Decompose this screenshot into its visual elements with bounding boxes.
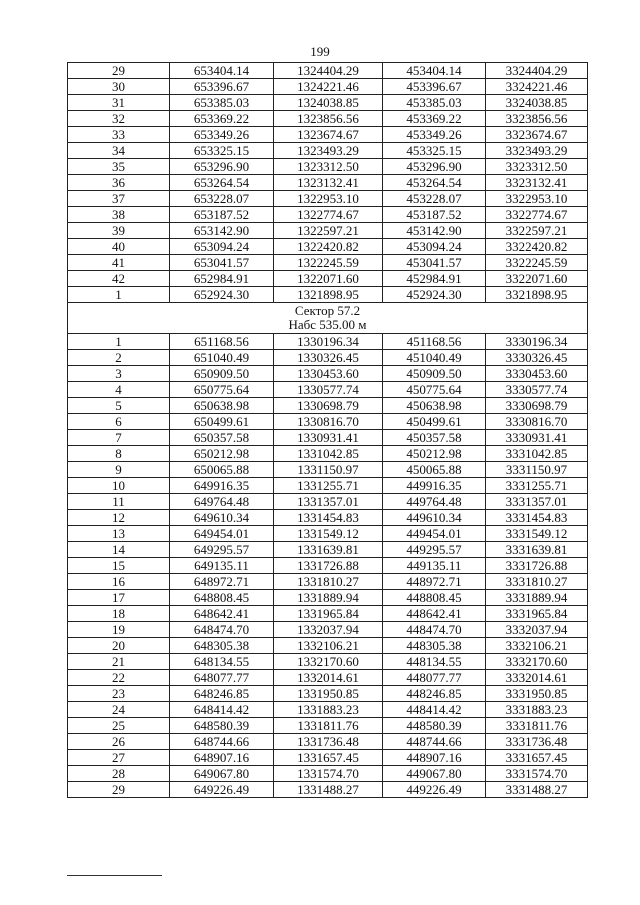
coordinate-cell: 3330698.79 (486, 398, 588, 414)
coordinate-cell: 650638.98 (170, 398, 274, 414)
coordinate-cell: 653264.54 (170, 175, 274, 191)
coordinate-cell: 1330698.79 (274, 398, 383, 414)
coordinate-cell: 449916.35 (383, 478, 486, 494)
coordinate-cell: 1330577.74 (274, 382, 383, 398)
table-row (68, 95, 588, 111)
coordinate-cell: 653094.24 (170, 239, 274, 255)
point-number-cell: 38 (68, 207, 170, 223)
point-number-cell: 13 (68, 526, 170, 542)
page-number: 199 (310, 44, 330, 59)
coordinate-cell: 649067.80 (170, 766, 274, 782)
point-number-cell: 37 (68, 191, 170, 207)
coordinate-cell: 448246.85 (383, 686, 486, 702)
coordinate-cell: 3322774.67 (486, 207, 588, 223)
coordinate-cell: 650357.58 (170, 430, 274, 446)
table-row (68, 271, 588, 287)
coordinate-cell: 3330931.41 (486, 430, 588, 446)
coordinate-cell: 648134.55 (170, 654, 274, 670)
coordinate-cell: 3330196.34 (486, 334, 588, 350)
coordinate-cell: 1324404.29 (274, 63, 383, 79)
coordinate-cell: 3322597.21 (486, 223, 588, 239)
table-row (68, 239, 588, 255)
table-row (68, 654, 588, 670)
coordinate-cell: 1332170.60 (274, 654, 383, 670)
coordinate-cell: 1324038.85 (274, 95, 383, 111)
table-row (68, 255, 588, 271)
table-row (68, 191, 588, 207)
point-number-cell: 32 (68, 111, 170, 127)
point-number-cell: 39 (68, 223, 170, 239)
point-number-cell: 40 (68, 239, 170, 255)
table-row (68, 127, 588, 143)
coordinate-cell: 3332037.94 (486, 622, 588, 638)
point-number-cell: 18 (68, 606, 170, 622)
coordinate-cell: 1331357.01 (274, 494, 383, 510)
coordinate-cell: 1323674.67 (274, 127, 383, 143)
coordinate-cell: 651040.49 (170, 350, 274, 366)
coordinate-cell: 3330453.60 (486, 366, 588, 382)
coordinate-cell: 653041.57 (170, 255, 274, 271)
point-number-cell: 1 (68, 287, 170, 303)
coordinate-cell: 653369.22 (170, 111, 274, 127)
footnote-separator (67, 875, 162, 876)
table-row (68, 398, 588, 414)
table-row (68, 718, 588, 734)
coordinate-cell: 648808.45 (170, 590, 274, 606)
coordinate-cell: 1330326.45 (274, 350, 383, 366)
coordinate-cell: 1323312.50 (274, 159, 383, 175)
point-number-cell: 12 (68, 510, 170, 526)
point-number-cell: 33 (68, 127, 170, 143)
coordinate-cell: 3331488.27 (486, 782, 588, 798)
table-row (68, 510, 588, 526)
coordinate-cell: 3323132.41 (486, 175, 588, 191)
coordinate-cell: 448907.16 (383, 750, 486, 766)
coordinate-cell: 450212.98 (383, 446, 486, 462)
coordinate-cell: 1322953.10 (274, 191, 383, 207)
table-row (68, 175, 588, 191)
coordinate-cell: 3323856.56 (486, 111, 588, 127)
coordinate-cell: 448972.71 (383, 574, 486, 590)
coordinate-cell: 653396.67 (170, 79, 274, 95)
point-number-cell: 30 (68, 79, 170, 95)
table-row (68, 574, 588, 590)
coordinate-cell: 3331950.85 (486, 686, 588, 702)
table-row (68, 606, 588, 622)
point-number-cell: 35 (68, 159, 170, 175)
coordinate-cell: 1331950.85 (274, 686, 383, 702)
table-row (68, 63, 588, 79)
table-row (68, 143, 588, 159)
coordinate-cell: 3324038.85 (486, 95, 588, 111)
point-number-cell: 21 (68, 654, 170, 670)
table-row (68, 446, 588, 462)
point-number-cell: 10 (68, 478, 170, 494)
coordinate-cell: 450499.61 (383, 414, 486, 430)
table-row (68, 462, 588, 478)
coordinate-cell: 448077.77 (383, 670, 486, 686)
table-row (68, 79, 588, 95)
table-row (68, 590, 588, 606)
coordinate-cell: 3323674.67 (486, 127, 588, 143)
coordinate-cell: 1331883.23 (274, 702, 383, 718)
point-number-cell: 24 (68, 702, 170, 718)
table-row (68, 686, 588, 702)
coordinate-cell: 1331454.83 (274, 510, 383, 526)
coordinate-cell: 648414.42 (170, 702, 274, 718)
coordinate-cell: 1323493.29 (274, 143, 383, 159)
coordinate-cell: 1331726.88 (274, 558, 383, 574)
coordinate-cell: 3324404.29 (486, 63, 588, 79)
coordinate-cell: 1322420.82 (274, 239, 383, 255)
coordinate-cell: 453296.90 (383, 159, 486, 175)
table-row (68, 207, 588, 223)
coordinate-cell: 3331810.27 (486, 574, 588, 590)
table-row (68, 350, 588, 366)
table-row (68, 430, 588, 446)
point-number-cell: 6 (68, 414, 170, 430)
coordinate-cell: 648246.85 (170, 686, 274, 702)
coordinate-cell: 449454.01 (383, 526, 486, 542)
table-row (68, 542, 588, 558)
point-number-cell: 4 (68, 382, 170, 398)
point-number-cell: 20 (68, 638, 170, 654)
coordinate-cell: 453187.52 (383, 207, 486, 223)
table-row (68, 782, 588, 798)
coordinate-cell: 452984.91 (383, 271, 486, 287)
coordinate-cell: 453264.54 (383, 175, 486, 191)
coordinate-cell: 1330196.34 (274, 334, 383, 350)
coordinate-cell: 3331549.12 (486, 526, 588, 542)
coordinate-cell: 450909.50 (383, 366, 486, 382)
point-number-cell: 16 (68, 574, 170, 590)
coordinate-cell: 3331889.94 (486, 590, 588, 606)
coordinate-cell: 448580.39 (383, 718, 486, 734)
point-number-cell: 26 (68, 734, 170, 750)
coordinate-cell: 650212.98 (170, 446, 274, 462)
point-number-cell: 31 (68, 95, 170, 111)
point-number-cell: 41 (68, 255, 170, 271)
coordinate-cell: 448134.55 (383, 654, 486, 670)
table-row (68, 382, 588, 398)
coordinate-cell: 1331255.71 (274, 478, 383, 494)
coordinate-cell: 649295.57 (170, 542, 274, 558)
coordinate-cell: 1330931.41 (274, 430, 383, 446)
coordinate-cell: 1332037.94 (274, 622, 383, 638)
coordinate-cell: 1332014.61 (274, 670, 383, 686)
coordinate-cell: 653296.90 (170, 159, 274, 175)
coordinate-cell: 1322071.60 (274, 271, 383, 287)
coordinate-cell: 653142.90 (170, 223, 274, 239)
coordinate-cell: 448642.41 (383, 606, 486, 622)
table-row (68, 494, 588, 510)
coordinate-cell: 453041.57 (383, 255, 486, 271)
point-number-cell: 28 (68, 766, 170, 782)
coordinate-cell: 648972.71 (170, 574, 274, 590)
point-number-cell: 27 (68, 750, 170, 766)
coordinates-table (67, 62, 588, 798)
coordinate-cell: 3322071.60 (486, 271, 588, 287)
coordinate-cell: 653385.03 (170, 95, 274, 111)
coordinate-cell: 448414.42 (383, 702, 486, 718)
coordinate-cell: 648474.70 (170, 622, 274, 638)
coordinate-cell: 1321898.95 (274, 287, 383, 303)
coordinate-cell: 652984.91 (170, 271, 274, 287)
point-number-cell: 34 (68, 143, 170, 159)
coordinate-cell: 3331811.76 (486, 718, 588, 734)
table-row (68, 766, 588, 782)
coordinate-cell: 453325.15 (383, 143, 486, 159)
coordinate-cell: 1324221.46 (274, 79, 383, 95)
coordinate-cell: 1331549.12 (274, 526, 383, 542)
sector-header (68, 303, 588, 334)
table-row (68, 159, 588, 175)
coordinate-cell: 448808.45 (383, 590, 486, 606)
coordinate-cell: 3331883.23 (486, 702, 588, 718)
coordinate-cell: 453094.24 (383, 239, 486, 255)
coordinate-cell: 653187.52 (170, 207, 274, 223)
coordinate-cell: 1330816.70 (274, 414, 383, 430)
point-number-cell: 11 (68, 494, 170, 510)
coordinate-cell: 451168.56 (383, 334, 486, 350)
coordinate-cell: 3323493.29 (486, 143, 588, 159)
coordinate-cell: 1332106.21 (274, 638, 383, 654)
coordinate-cell: 1322774.67 (274, 207, 383, 223)
coordinate-cell: 3331657.45 (486, 750, 588, 766)
table-row (68, 558, 588, 574)
coordinate-cell: 450357.58 (383, 430, 486, 446)
coordinate-cell: 3332106.21 (486, 638, 588, 654)
coordinate-cell: 648907.16 (170, 750, 274, 766)
coordinate-cell: 650499.61 (170, 414, 274, 430)
sector-header-cell (68, 303, 588, 334)
point-number-cell: 25 (68, 718, 170, 734)
table-row (68, 750, 588, 766)
coordinate-cell: 3323312.50 (486, 159, 588, 175)
table-body-before-sector (68, 63, 588, 303)
coordinate-cell: 448744.66 (383, 734, 486, 750)
coordinate-cell: 3331454.83 (486, 510, 588, 526)
coordinate-cell: 648744.66 (170, 734, 274, 750)
coordinate-cell: 3331726.88 (486, 558, 588, 574)
table-row (68, 287, 588, 303)
coordinate-cell: 448305.38 (383, 638, 486, 654)
coordinate-cell: 648305.38 (170, 638, 274, 654)
point-number-cell: 9 (68, 462, 170, 478)
sector-header-row (68, 303, 588, 334)
coordinate-cell: 449764.48 (383, 494, 486, 510)
coordinate-cell: 1331639.81 (274, 542, 383, 558)
coordinate-cell: 653325.15 (170, 143, 274, 159)
point-number-cell: 7 (68, 430, 170, 446)
coordinate-cell: 3332014.61 (486, 670, 588, 686)
table-body-after-sector (68, 334, 588, 798)
coordinate-cell: 650065.88 (170, 462, 274, 478)
coordinate-cell: 3331255.71 (486, 478, 588, 494)
coordinate-cell: 450065.88 (383, 462, 486, 478)
coordinate-cell: 3331639.81 (486, 542, 588, 558)
table-row (68, 414, 588, 430)
table-row (68, 702, 588, 718)
coordinate-cell: 3331357.01 (486, 494, 588, 510)
coordinate-cell: 651168.56 (170, 334, 274, 350)
coordinate-cell: 449610.34 (383, 510, 486, 526)
coordinate-cell: 449226.49 (383, 782, 486, 798)
coordinate-cell: 653228.07 (170, 191, 274, 207)
coordinate-cell: 650775.64 (170, 382, 274, 398)
coordinate-cell: 652924.30 (170, 287, 274, 303)
coordinate-cell: 450638.98 (383, 398, 486, 414)
coordinate-cell: 648580.39 (170, 718, 274, 734)
table-row (68, 478, 588, 494)
coordinate-cell: 453396.67 (383, 79, 486, 95)
coordinate-cell: 3331042.85 (486, 446, 588, 462)
point-number-cell: 42 (68, 271, 170, 287)
coordinate-cell: 648077.77 (170, 670, 274, 686)
sector-height: Набс 535.00 м (288, 317, 367, 332)
coordinate-cell: 453349.26 (383, 127, 486, 143)
table-row (68, 622, 588, 638)
coordinate-cell: 1331657.45 (274, 750, 383, 766)
point-number-cell: 2 (68, 350, 170, 366)
point-number-cell: 17 (68, 590, 170, 606)
table-row (68, 223, 588, 239)
point-number-cell: 15 (68, 558, 170, 574)
coordinate-cell: 1323856.56 (274, 111, 383, 127)
table-row (68, 526, 588, 542)
coordinate-cell: 3331574.70 (486, 766, 588, 782)
coordinate-cell: 1331810.27 (274, 574, 383, 590)
point-number-cell: 22 (68, 670, 170, 686)
coordinate-cell: 453142.90 (383, 223, 486, 239)
coordinate-cell: 1331574.70 (274, 766, 383, 782)
coordinate-cell: 649610.34 (170, 510, 274, 526)
coordinate-cell: 3324221.46 (486, 79, 588, 95)
point-number-cell: 14 (68, 542, 170, 558)
coordinate-cell: 3331736.48 (486, 734, 588, 750)
point-number-cell: 1 (68, 334, 170, 350)
coordinate-cell: 648642.41 (170, 606, 274, 622)
coordinate-cell: 448474.70 (383, 622, 486, 638)
coordinate-cell: 653404.14 (170, 63, 274, 79)
coordinate-cell: 449135.11 (383, 558, 486, 574)
coordinate-cell: 3322953.10 (486, 191, 588, 207)
point-number-cell: 36 (68, 175, 170, 191)
coordinate-cell: 649135.11 (170, 558, 274, 574)
point-number-cell: 29 (68, 782, 170, 798)
coordinate-cell: 653349.26 (170, 127, 274, 143)
sector-title: Сектор 57.2 (294, 303, 361, 318)
coordinate-cell: 451040.49 (383, 350, 486, 366)
coordinate-cell: 650909.50 (170, 366, 274, 382)
point-number-cell: 3 (68, 366, 170, 382)
point-number-cell: 8 (68, 446, 170, 462)
coordinate-cell: 1331042.85 (274, 446, 383, 462)
coordinate-cell: 1331811.76 (274, 718, 383, 734)
coordinate-cell: 1331736.48 (274, 734, 383, 750)
coordinate-cell: 3331965.84 (486, 606, 588, 622)
coordinate-cell: 452924.30 (383, 287, 486, 303)
point-number-cell: 19 (68, 622, 170, 638)
coordinate-cell: 3322420.82 (486, 239, 588, 255)
coordinate-cell: 3321898.95 (486, 287, 588, 303)
coordinate-cell: 453404.14 (383, 63, 486, 79)
coordinate-cell: 1331889.94 (274, 590, 383, 606)
coordinate-cell: 649454.01 (170, 526, 274, 542)
coordinate-cell: 3330577.74 (486, 382, 588, 398)
point-number-cell: 5 (68, 398, 170, 414)
coordinate-cell: 1331488.27 (274, 782, 383, 798)
coordinate-cell: 3331150.97 (486, 462, 588, 478)
coordinate-cell: 1331965.84 (274, 606, 383, 622)
table-row (68, 334, 588, 350)
table-row (68, 111, 588, 127)
coordinate-cell: 3322245.59 (486, 255, 588, 271)
table-row (68, 366, 588, 382)
coordinate-cell: 649916.35 (170, 478, 274, 494)
coordinate-cell: 1322597.21 (274, 223, 383, 239)
coordinate-cell: 1331150.97 (274, 462, 383, 478)
coordinate-cell: 1330453.60 (274, 366, 383, 382)
coordinate-cell: 3330816.70 (486, 414, 588, 430)
table-row (68, 670, 588, 686)
table-row (68, 734, 588, 750)
point-number-cell: 23 (68, 686, 170, 702)
coordinate-cell: 449067.80 (383, 766, 486, 782)
coordinate-cell: 453385.03 (383, 95, 486, 111)
table-row (68, 638, 588, 654)
coordinate-cell: 449295.57 (383, 542, 486, 558)
point-number-cell: 29 (68, 63, 170, 79)
coordinate-cell: 453369.22 (383, 111, 486, 127)
coordinate-cell: 450775.64 (383, 382, 486, 398)
coordinate-cell: 3332170.60 (486, 654, 588, 670)
coordinate-cell: 1322245.59 (274, 255, 383, 271)
coordinate-cell: 1323132.41 (274, 175, 383, 191)
coordinate-cell: 649226.49 (170, 782, 274, 798)
coordinate-cell: 3330326.45 (486, 350, 588, 366)
coordinate-cell: 453228.07 (383, 191, 486, 207)
coordinate-cell: 649764.48 (170, 494, 274, 510)
